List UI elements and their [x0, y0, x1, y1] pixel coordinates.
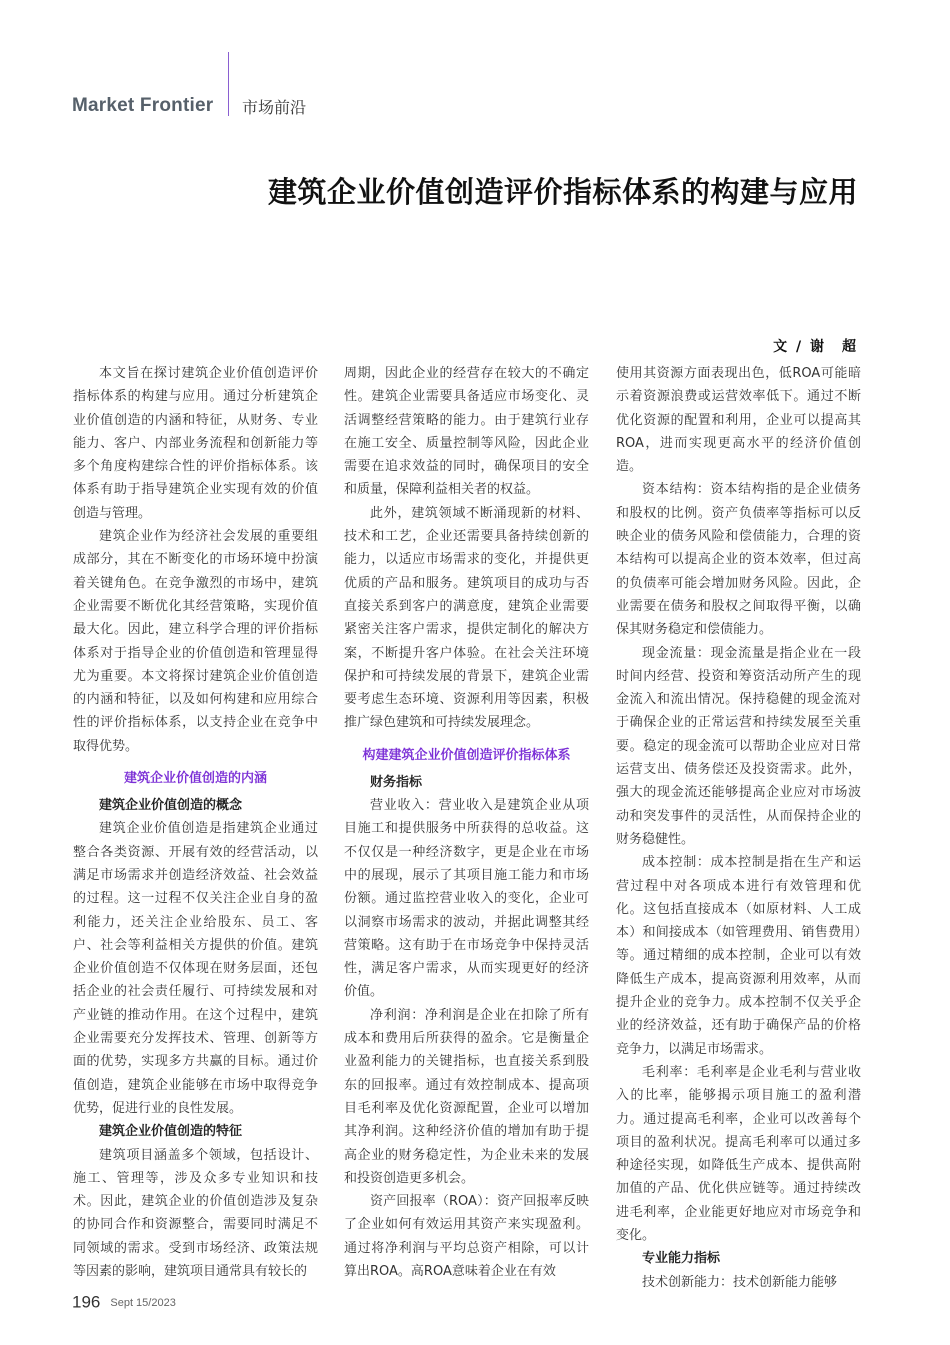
intro-paragraph: 建筑企业作为经济社会发展的重要组成部分，其在不断变化的市场环境中扮演着关键角色。在竞争激烈的市场中，建筑企业需要不断优化其经营策略，实现价值最大化。因此，建立科学合理的评价指标体系对于指导企业的价值创造和管理显得尤为重要。本文将探讨建筑企业价值创造的内涵和特征，以及如何构建和应用综合性的评价指标体系，以支持企业在竞争中取得优势。	[73, 529, 318, 754]
section-label-cn: 市场前沿	[242, 98, 307, 117]
page-footer	[72, 1292, 176, 1313]
subsection-heading: 专业能力指标	[642, 1251, 721, 1267]
article-author: 文 / 谢 超	[773, 339, 858, 355]
text-column-1	[73, 362, 318, 1279]
text-column-3	[616, 362, 861, 1290]
body-paragraph: 资产回报率（ROA）：资产回报率反映了企业如何有效运用其资产来实现盈利。通过将净利润与平均总资产相除，可以计算出ROA。高ROA意味着企业在有效	[344, 1194, 589, 1279]
subsection-heading: 财务指标	[370, 774, 423, 790]
page-number: 196	[72, 1292, 101, 1312]
body-paragraph: 使用其资源方面表现出色，低ROA可能暗示着资源浪费或运营效率低下。通过不断优化资源的配置和利用，企业可以提高其ROA，进而实现更高水平的经济价值创造。	[616, 366, 861, 475]
header-divider	[228, 52, 229, 116]
body-paragraph: 建筑企业价值创造是指建筑企业通过整合各类资源、开展有效的经营活动，以满足市场需求并创造经济效益、社会效益的过程。这一过程不仅关注企业自身的盈利能力，还关注企业给股东、员工、客户、社会等利益相关方提供的价值。建筑企业价值创造不仅体现在财务层面，还包括企业的社会责任履行、可持续发展和对产业链的推动作用。在这个过程中，建筑企业需要充分发挥技术、管理、创新等方面的优势，实现多方共赢的目标。通过价值创造，建筑企业能够在市场中取得竞争优势，促进行业的良性发展。	[73, 821, 318, 1116]
text-column-2	[344, 362, 589, 1279]
section-heading: 构建建筑企业价值创造评价指标体系	[362, 747, 571, 763]
body-paragraph: 毛利率：毛利率是企业毛利与营业收入的比率，能够揭示项目施工的盈利潜力。通过提高毛利率，企业可以改善每个项目的盈利状况。提高毛利率可以通过多种途径实现，如降低生产成本、提供高附加值的产品、优化供应链等。通过持续改进毛利率，企业能更好地应对市场竞争和变化。	[616, 1064, 861, 1243]
body-paragraph: 建筑项目涵盖多个领域，包括设计、施工、管理等，涉及众多专业知识和技术。因此，建筑企业的价值创造涉及复杂的协同合作和资源整合，需要同时满足不同领域的需求。受到市场经济、政策法规等因素的影响，建筑项目通常具有较长的	[73, 1147, 318, 1279]
issue-date: Sept 15/2023	[110, 1296, 176, 1309]
abstract-paragraph: 本文旨在探讨建筑企业价值创造评价指标体系的构建与应用。通过分析建筑企业价值创造的内涵和特征，从财务、专业能力、客户、内部业务流程和创新能力等多个角度构建综合性的评价指标体系。该体系有助于指导建筑企业实现有效的价值创造与管理。	[73, 366, 318, 521]
body-paragraph: 技术创新能力：技术创新能力能够	[642, 1274, 838, 1290]
body-paragraph: 净利润：净利润是企业在扣除了所有成本和费用后所获得的盈余。它是衡量企业盈利能力的关键指标，也直接关系到股东的回报率。通过有效控制成本、提高项目毛利率及优化资源配置，企业可以增加其净利润。这种经济价值的增加有助于提高企业的财务稳定性，为企业未来的发展和投资创造更多机会。	[344, 1007, 589, 1186]
section-heading: 建筑企业价值创造的内涵	[123, 771, 267, 787]
section-label-en: Market Frontier	[72, 95, 214, 116]
subsection-heading: 建筑企业价值创造的概念	[99, 798, 243, 814]
body-paragraph: 现金流量：现金流量是指企业在一段时间内经营、投资和筹资活动所产生的现金流入和流出情况。保持稳健的现金流对于确保企业的正常运营和持续发展至关重要。稳定的现金流可以帮助企业应对日常运营支出、债务偿还及投资需求。此外，强大的现金流还能够提高企业应对市场波动和突发事件的灵活性，从而保持企业的财务稳健性。	[616, 645, 861, 847]
subsection-heading: 建筑企业价值创造的特征	[99, 1124, 243, 1140]
body-paragraph: 营业收入：营业收入是建筑企业从项目施工和提供服务中所获得的总收益。这不仅仅是一种经济数字，更是企业在市场中的展现，展示了其项目施工能力和市场份额。通过监控营业收入的变化，企业可以洞察市场需求的波动，并据此调整其经营策略。这有助于在市场竞争中保持灵活性，满足客户需求，从而实现更好的经济价值。	[344, 798, 589, 1000]
body-paragraph: 周期，因此企业的经营存在较大的不确定性。建筑企业需要具备适应市场变化、灵活调整经营策略的能力。由于建筑行业存在施工安全、质量控制等风险，因此企业需要在追求效益的同时，确保项目的安全和质量，保障利益相关者的权益。	[344, 366, 589, 498]
body-paragraph: 此外，建筑领域不断涌现新的材料、技术和工艺，企业还需要具备持续创新的能力，以适应市场需求的变化，并提供更优质的产品和服务。建筑项目的成功与否直接关系到客户的满意度，建筑企业需要紧密关注客户需求，提供定制化的解决方案，不断提升客户体验。在社会关注环境保护和可持续发展的背景下，建筑企业需要考虑生态环境、资源利用等因素，积极推广绿色建筑和可持续发展理念。	[344, 505, 589, 731]
article-title: 建筑企业价值创造评价指标体系的构建与应用	[267, 175, 858, 209]
body-paragraph: 资本结构：资本结构指的是企业债务和股权的比例。资产负债率等指标可以反映企业的债务风险和偿债能力，合理的资本结构可以提高企业的资本效率，但过高的负债率可能会增加财务风险。因此，企业需要在债务和股权之间取得平衡，以确保其财务稳定和偿债能力。	[616, 482, 861, 638]
body-paragraph: 成本控制：成本控制是指在生产和运营过程中对各项成本进行有效管理和优化。这包括直接成本（如原材料、人工成本）和间接成本（如管理费用、销售费用）等。通过精细的成本控制，企业可以有效降低生产成本，提高资源利用效率，从而提升企业的竞争力。成本控制不仅关乎企业的经济效益，还有助于确保产品的价格竞争力，以满足市场需求。	[616, 855, 861, 1057]
